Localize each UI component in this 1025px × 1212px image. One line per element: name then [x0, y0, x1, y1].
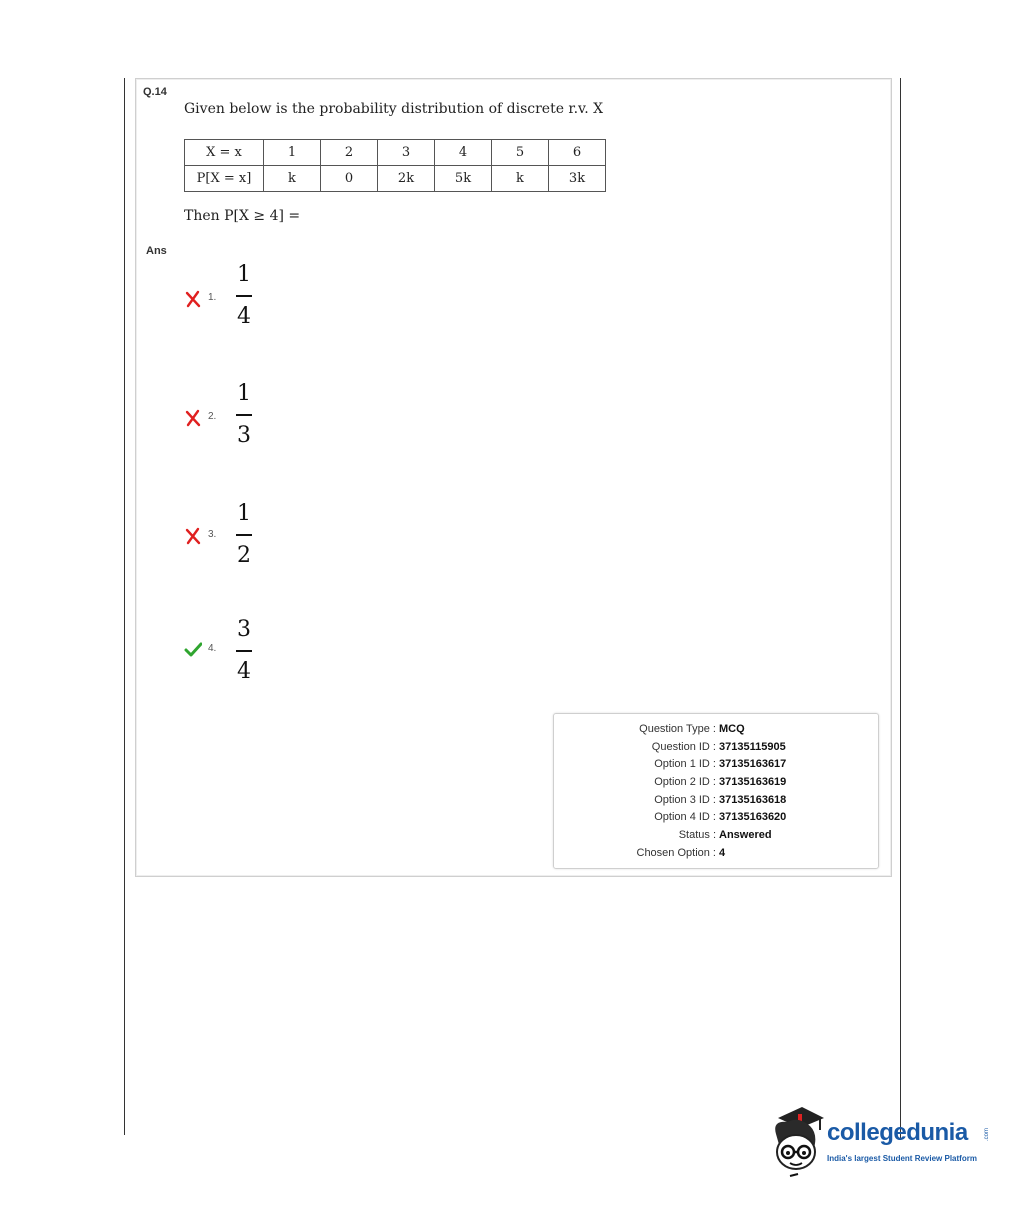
table-cell: P[X = x] — [185, 166, 264, 192]
option-number: 4. — [208, 643, 217, 654]
info-key: Question Type : — [639, 723, 716, 735]
table-cell: k — [492, 166, 549, 192]
fraction-numerator: 1 — [237, 381, 251, 406]
info-value: MCQ — [719, 723, 745, 735]
fraction-denominator: 4 — [237, 659, 251, 684]
answer-label: Ans — [146, 245, 167, 257]
table-cell: 5k — [435, 166, 492, 192]
info-row-option-3-id — [554, 794, 878, 811]
brand-tagline: India's largest Student Review Platform — [827, 1154, 977, 1163]
table-cell: 4 — [435, 140, 492, 166]
option-4 — [184, 617, 304, 687]
fraction-denominator: 3 — [237, 423, 251, 448]
wrong-cross-icon — [184, 409, 202, 427]
fraction-denominator: 2 — [237, 543, 251, 568]
table-cell: 0 — [321, 166, 378, 192]
info-key: Option 4 ID : — [654, 811, 716, 823]
table-cell: 3 — [378, 140, 435, 166]
page-right-rule — [900, 78, 901, 1140]
info-value: 37135163618 — [719, 794, 787, 806]
info-row-option-1-id — [554, 758, 878, 775]
table-cell: 5 — [492, 140, 549, 166]
info-value: Answered — [719, 829, 772, 841]
fraction-bar — [236, 295, 252, 297]
distribution-table — [184, 139, 606, 192]
question-text: Given below is the probability distribution of discrete r.v. X — [184, 101, 604, 117]
option-number: 1. — [208, 292, 217, 303]
option-2 — [184, 381, 304, 451]
wrong-cross-icon — [184, 290, 202, 308]
info-row-question-id — [554, 741, 878, 758]
question-info-box — [553, 713, 879, 869]
option-3 — [184, 501, 304, 571]
fraction-numerator: 1 — [237, 501, 251, 526]
info-value: 4 — [719, 847, 726, 859]
table-cell: 1 — [264, 140, 321, 166]
info-row-option-2-id — [554, 776, 878, 793]
page-left-rule — [124, 78, 125, 1135]
fraction-denominator: 4 — [237, 304, 251, 329]
fraction-bar — [236, 414, 252, 416]
option-fraction — [234, 262, 254, 330]
option-fraction — [234, 381, 254, 449]
table-row — [185, 140, 606, 166]
info-row-chosen-option — [554, 847, 878, 864]
option-fraction — [234, 501, 254, 569]
table-cell: X = x — [185, 140, 264, 166]
question-prompt: Then P[X ≥ 4] = — [184, 208, 301, 224]
info-key: Option 3 ID : — [654, 794, 716, 806]
table-cell: 2k — [378, 166, 435, 192]
table-cell: 3k — [549, 166, 606, 192]
collegedunia-logo[interactable] — [768, 1104, 998, 1179]
wrong-cross-icon — [184, 527, 202, 545]
fraction-numerator: 3 — [237, 617, 251, 642]
correct-check-icon — [184, 641, 202, 659]
table-row — [185, 166, 606, 192]
info-value: 37135163620 — [719, 811, 787, 823]
info-key: Question ID : — [651, 741, 716, 753]
option-number: 3. — [208, 529, 217, 540]
info-value: 37135115905 — [719, 741, 786, 753]
fraction-bar — [236, 650, 252, 652]
brand-name: collegedunia — [827, 1119, 968, 1146]
option-number: 2. — [208, 411, 217, 422]
option-1 — [184, 262, 304, 332]
info-value: 37135163617 — [719, 758, 787, 770]
question-number: Q.14 — [143, 86, 167, 98]
option-fraction — [234, 617, 254, 685]
fraction-bar — [236, 534, 252, 536]
table-cell: k — [264, 166, 321, 192]
mascot-icon — [768, 1104, 826, 1179]
info-key: Status : — [678, 829, 716, 841]
info-value: 37135163619 — [719, 776, 787, 788]
info-row-option-4-id — [554, 811, 878, 828]
table-cell: 6 — [549, 140, 606, 166]
info-key: Chosen Option : — [636, 847, 716, 859]
info-row-status — [554, 829, 878, 846]
fraction-numerator: 1 — [237, 262, 251, 287]
info-key: Option 1 ID : — [654, 758, 716, 770]
brand-suffix: .com — [984, 1128, 990, 1142]
table-cell: 2 — [321, 140, 378, 166]
info-row-question-type — [554, 723, 878, 740]
info-key: Option 2 ID : — [654, 776, 716, 788]
